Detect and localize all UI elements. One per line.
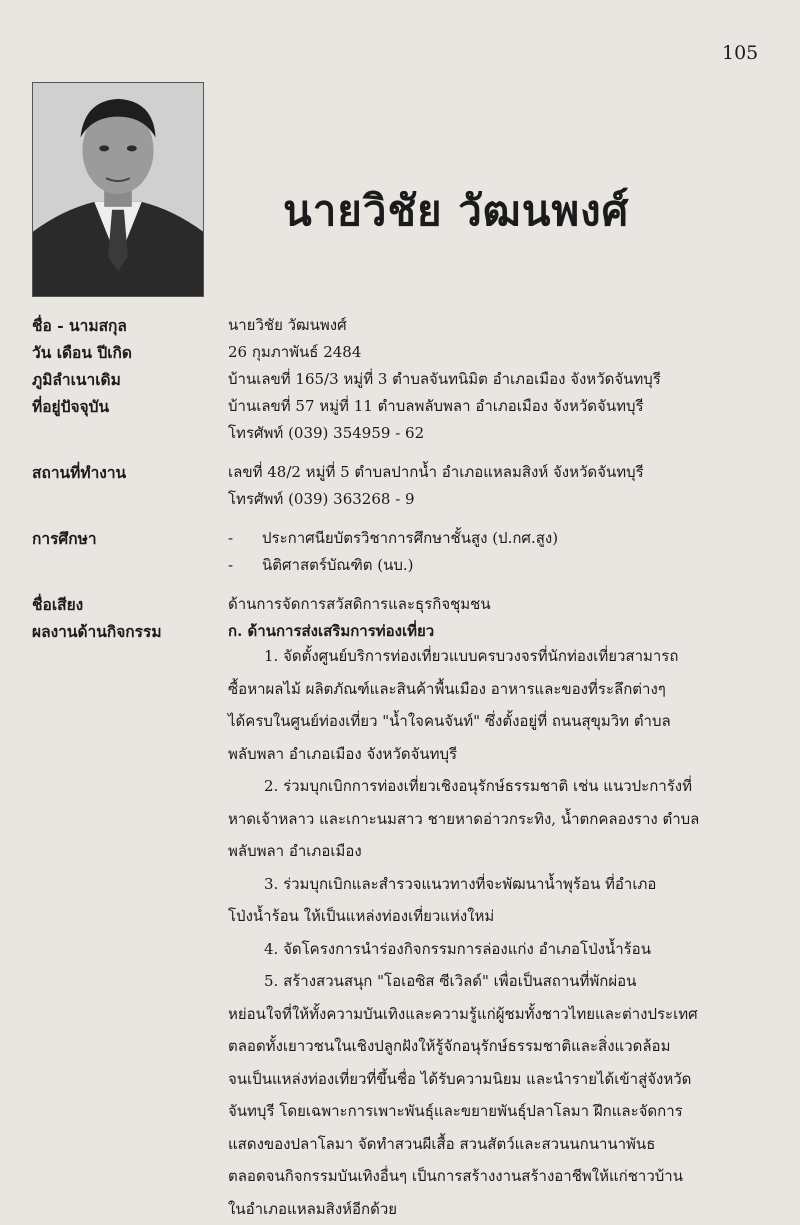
body-line: 4. จัดโครงการนำร่องกิจกรรมการล่องแก่ง อำเภอโป่งน้ำร้อน xyxy=(228,933,768,966)
name-value: นายวิชัย วัฒนพงศ์ xyxy=(228,312,772,339)
name-row xyxy=(32,312,772,339)
workplace-value: เลขที่ 48/2 หมู่ที่ 5 ตำบลปากน้ำ อำเภอแหลมสิงห์ จังหวัดจันทบุรี xyxy=(228,459,772,486)
profile-info xyxy=(32,312,772,645)
body-line: แสดงของปลาโลมา จัดทำสวนผีเสื้อ สวนสัตว์และสวนนกนานาพันธ xyxy=(228,1128,768,1161)
page-number: 105 xyxy=(722,42,758,64)
reputation-value: ด้านการจัดการสวัสดิการและธุรกิจชุมชน xyxy=(228,591,772,618)
address-label: ที่อยู่ปัจจุบัน xyxy=(32,393,228,447)
workplace-label: สถานที่ทำงาน xyxy=(32,459,228,513)
body-line: โป่งน้ำร้อน ให้เป็นแหล่งท่องเที่ยวแห่งใหม่ xyxy=(228,900,768,933)
body-line: ซื้อหาผลไม้ ผลิตภัณฑ์และสินค้าพื้นเมือง อาหารและของที่ระลึกต่างๆ xyxy=(228,673,768,706)
body-line: ในอำเภอแหลมสิงห์อีกด้วย xyxy=(228,1193,768,1225)
body-line: หย่อนใจที่ให้ทั้งความบันเทิงและความรู้แก่ผู้ชมทั้งชาวไทยและต่างประเทศ xyxy=(228,998,768,1031)
body-line: พลับพลา อำเภอเมือง จังหวัดจันทบุรี xyxy=(228,738,768,771)
achievements-section-heading: ก. ด้านการส่งเสริมการท่องเที่ยว xyxy=(228,618,772,645)
birthdate-row xyxy=(32,339,772,366)
body-line: พลับพลา อำเภอเมือง xyxy=(228,835,768,868)
education-item: - นิติศาสตร์บัณฑิต (นบ.) xyxy=(228,552,772,579)
body-line: 1. จัดตั้งศูนย์บริการท่องเที่ยวแบบครบวงจรที่นักท่องเที่ยวสามารถ xyxy=(228,640,768,673)
birthdate-label: วัน เดือน ปีเกิด xyxy=(32,339,228,366)
body-line: จันทบุรี โดยเฉพาะการเพาะพันธุ์และขยายพันธุ์ปลาโลมา ฝึกและจัดการ xyxy=(228,1095,768,1128)
body-line: หาดเจ้าหลาว และเกาะนมสาว ชายหาดอ่าวกระทิง, น้ำตกคลองราง ตำบล xyxy=(228,803,768,836)
achievements-label: ผลงานด้านกิจกรรม xyxy=(32,618,228,645)
hometown-value: บ้านเลขที่ 165/3 หมู่ที่ 3 ตำบลจันทนิมิต อำเภอเมือง จังหวัดจันทบุรี xyxy=(228,366,772,393)
body-line: ตลอดทั้งเยาวชนในเชิงปลูกฝังให้รู้จักอนุรักษ์ธรรมชาติและสิ่งแวดล้อม xyxy=(228,1030,768,1063)
body-line: ได้ครบในศูนย์ท่องเที่ยว "น้ำใจคนจันท์" ซึ่งตั้งอยู่ที่ ถนนสุขุมวิท ตำบล xyxy=(228,705,768,738)
body-line: 3. ร่วมบุกเบิกและสำรวจแนวทางที่จะพัฒนาน้ำพุร้อน ที่อำเภอ xyxy=(228,868,768,901)
hometown-label: ภูมิลำเนาเดิม xyxy=(32,366,228,393)
reputation-label: ชื่อเสียง xyxy=(32,591,228,618)
education-row xyxy=(32,525,772,579)
achievements-body xyxy=(228,640,768,1225)
address-row xyxy=(32,393,772,447)
body-line: 5. สร้างสวนสนุก "โอเอซิส ซีเวิลด์" เพื่อเป็นสถานที่พักผ่อน xyxy=(228,965,768,998)
body-line: จนเป็นแหล่งท่องเที่ยวที่ขึ้นชื่อ ได้รับความนิยม และนำรายได้เข้าสู่จังหวัด xyxy=(228,1063,768,1096)
reputation-row xyxy=(32,591,772,618)
body-line: ตลอดจนกิจกรรมบันเทิงอื่นๆ เป็นการสร้างงานสร้างอาชีพให้แก่ชาวบ้าน xyxy=(228,1160,768,1193)
education-item: - ประกาศนียบัตรวิชาการศึกษาชั้นสูง (ป.กศ.สูง) xyxy=(228,525,772,552)
workplace-row xyxy=(32,459,772,513)
address-phone: โทรศัพท์ (039) 354959 - 62 xyxy=(228,420,772,447)
name-label: ชื่อ - นามสกุล xyxy=(32,312,228,339)
body-line: 2. ร่วมบุกเบิกการท่องเที่ยวเชิงอนุรักษ์ธรรมชาติ เช่น แนวปะการังที่ xyxy=(228,770,768,803)
education-label: การศึกษา xyxy=(32,525,228,579)
workplace-phone: โทรศัพท์ (039) 363268 - 9 xyxy=(228,486,772,513)
hometown-row xyxy=(32,366,772,393)
address-value: บ้านเลขที่ 57 หมู่ที่ 11 ตำบลพลับพลา อำเภอเมือง จังหวัดจันทบุรี xyxy=(228,393,772,420)
person-name-title: นายวิชัย วัฒนพงศ์ xyxy=(283,178,629,244)
portrait-photo xyxy=(32,82,204,297)
birthdate-value: 26 กุมภาพันธ์ 2484 xyxy=(228,339,772,366)
